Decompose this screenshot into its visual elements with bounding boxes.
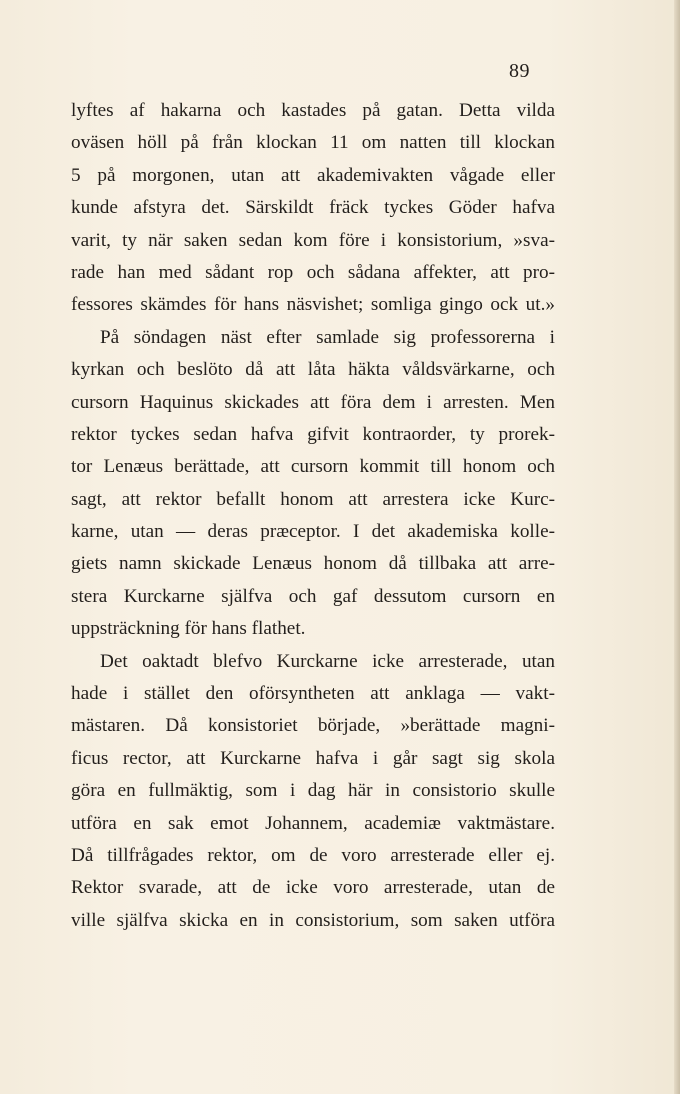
text-line: Det oaktadt blefvo Kurckarne icke arresterade, utan xyxy=(100,650,555,672)
text-line: stera Kurckarne själfva och gaf dessutom cursorn en xyxy=(71,585,555,607)
text-line: Rektor svarade, att de icke voro arresterade, utan de xyxy=(71,877,555,899)
text-line: cursorn Haquinus skickades att föra dem i arresten. Men xyxy=(71,391,555,413)
text-line: lyftes af hakarna och kastades på gatan. Detta vilda xyxy=(71,100,555,121)
text-line: ville själfva skicka en in consistorium, som saken utföra xyxy=(71,909,555,931)
text-line: varit, ty när saken sedan kom före i konsistorium, »sva- xyxy=(71,229,555,251)
text-line: 5 på morgonen, utan att akademivakten vågade eller xyxy=(71,164,555,186)
page-edge xyxy=(674,0,680,1094)
text-line: uppsträckning för hans flathet. xyxy=(71,618,306,640)
text-line: karne, utan — deras præceptor. I det akademiska kolle- xyxy=(71,521,555,543)
text-line: oväsen höll på från klockan 11 om natten till klockan xyxy=(71,132,555,154)
page-number: 89 xyxy=(509,60,530,82)
text-line: Då tillfrågades rektor, om de voro arresterade eller ej. xyxy=(71,844,555,866)
text-line: fessores skämdes för hans näsvishet; somliga gingo ock ut.» xyxy=(71,294,555,316)
text-line: kunde afstyra det. Särskildt fräck tyckes Göder hafva xyxy=(71,197,555,219)
text-line: kyrkan och beslöto då att låta häkta våldsvärkarne, och xyxy=(71,359,555,381)
text-line: hade i stället den oförsyntheten att anklaga — vakt- xyxy=(71,683,555,705)
text-line: mästaren. Då konsistoriet började, »berättade magni- xyxy=(71,715,555,737)
body-text xyxy=(71,95,555,937)
text-line: rade han med sådant rop och sådana affekter, att pro- xyxy=(71,261,555,283)
text-line: giets namn skickade Lenæus honom då tillbaka att arre- xyxy=(71,553,555,575)
text-line: utföra en sak emot Johannem, academiæ vaktmästare. xyxy=(71,812,555,834)
text-line: sagt, att rektor befallt honom att arrestera icke Kurc- xyxy=(71,488,555,510)
text-line: göra en fullmäktig, som i dag här in consistorio skulle xyxy=(71,780,555,802)
text-line: ficus rector, att Kurckarne hafva i går sagt sig skola xyxy=(71,747,555,769)
text-line: På söndagen näst efter samlade sig professorerna i xyxy=(100,326,555,348)
text-line: rektor tyckes sedan hafva gifvit kontraorder, ty prorek- xyxy=(71,423,555,445)
text-line: tor Lenæus berättade, att cursorn kommit till honom och xyxy=(71,456,555,478)
